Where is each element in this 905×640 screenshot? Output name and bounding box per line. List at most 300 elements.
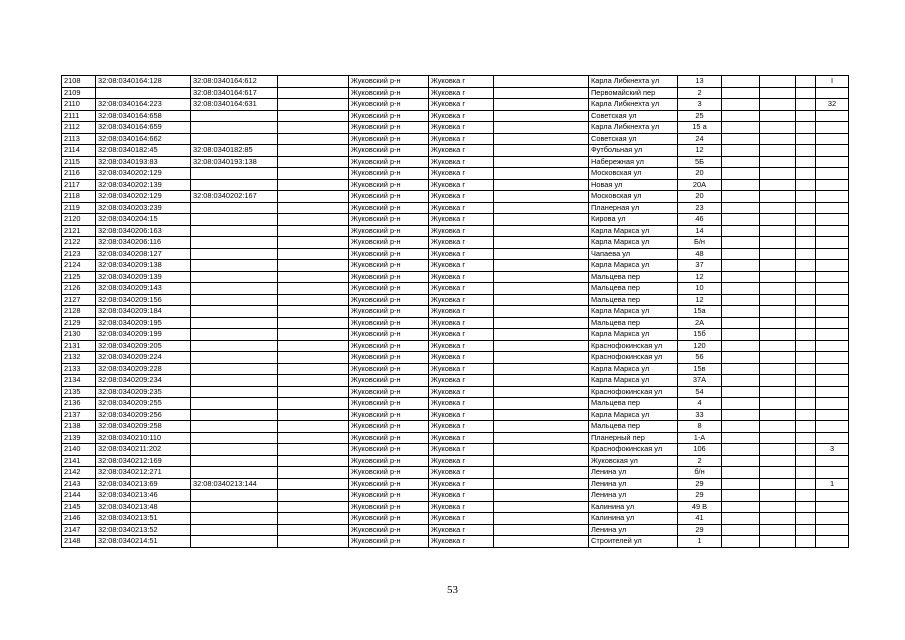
cell-district: Жуковский р-н	[349, 352, 429, 364]
cell-empty-col-4	[278, 214, 349, 226]
cell-empty-col-10	[722, 375, 760, 387]
cell-empty-col-12	[796, 501, 816, 513]
cell-note-value	[816, 179, 849, 191]
cell-empty-col-12	[796, 156, 816, 168]
cell-row-number: 2120	[62, 214, 96, 226]
cell-street: Краснофокинская ул	[589, 386, 678, 398]
cell-parent-cadastral-number: 32:08:0340164:612	[191, 76, 278, 88]
cell-empty-col-4	[278, 202, 349, 214]
cell-row-number: 2148	[62, 536, 96, 548]
cell-house-number: 5Б	[678, 156, 722, 168]
cell-note-value: I	[816, 76, 849, 88]
cell-cadastral-number: 32:08:0340209:138	[96, 260, 191, 272]
cell-locality: Жуковка г	[429, 467, 494, 479]
cell-street: Ленина ул	[589, 490, 678, 502]
cell-house-number: 15в	[678, 363, 722, 375]
cell-house-number: 1	[678, 536, 722, 548]
cell-house-number: 1-А	[678, 432, 722, 444]
cell-empty-col-10	[722, 260, 760, 272]
cell-cadastral-number: 32:08:0340208:127	[96, 248, 191, 260]
cell-empty-col-10	[722, 317, 760, 329]
cell-parent-cadastral-number: 32:08:0340182:85	[191, 145, 278, 157]
cell-empty-col-4	[278, 225, 349, 237]
cell-empty-col-10	[722, 87, 760, 99]
cell-district: Жуковский р-н	[349, 409, 429, 421]
cell-cadastral-number: 32:08:0340213:52	[96, 524, 191, 536]
cell-row-number: 2126	[62, 283, 96, 295]
cell-empty-col-7	[494, 329, 589, 341]
cell-district: Жуковский р-н	[349, 168, 429, 180]
cell-district: Жуковский р-н	[349, 76, 429, 88]
cell-locality: Жуковка г	[429, 421, 494, 433]
cell-locality: Жуковка г	[429, 329, 494, 341]
table-row	[62, 248, 849, 260]
cell-cadastral-number: 32:08:0340164:662	[96, 133, 191, 145]
cell-note-value	[816, 214, 849, 226]
cell-cadastral-number: 32:08:0340164:223	[96, 99, 191, 111]
cell-house-number: 15а	[678, 306, 722, 318]
cell-locality: Жуковка г	[429, 214, 494, 226]
cell-row-number: 2142	[62, 467, 96, 479]
cell-street: Ленина ул	[589, 467, 678, 479]
cell-parent-cadastral-number	[191, 363, 278, 375]
cell-parent-cadastral-number	[191, 444, 278, 456]
cell-empty-col-11	[760, 432, 796, 444]
cell-street: Карла Маркса ул	[589, 363, 678, 375]
cell-locality: Жуковка г	[429, 317, 494, 329]
cell-parent-cadastral-number	[191, 329, 278, 341]
cell-house-number: 12	[678, 271, 722, 283]
cell-empty-col-12	[796, 87, 816, 99]
cell-cadastral-number: 32:08:0340212:271	[96, 467, 191, 479]
table-row	[62, 294, 849, 306]
table-row	[62, 501, 849, 513]
cell-street: Карла Маркса ул	[589, 329, 678, 341]
cell-cadastral-number: 32:08:0340203:239	[96, 202, 191, 214]
cell-empty-col-12	[796, 363, 816, 375]
cell-empty-col-10	[722, 237, 760, 249]
cell-locality: Жуковка г	[429, 478, 494, 490]
cell-empty-col-4	[278, 283, 349, 295]
cell-cadastral-number: 32:08:0340164:658	[96, 110, 191, 122]
cell-house-number: 41	[678, 513, 722, 525]
cell-empty-col-7	[494, 490, 589, 502]
cell-district: Жуковский р-н	[349, 306, 429, 318]
cell-note-value	[816, 294, 849, 306]
cell-house-number: 46	[678, 214, 722, 226]
cell-note-value	[816, 363, 849, 375]
cell-empty-col-12	[796, 260, 816, 272]
cell-locality: Жуковка г	[429, 352, 494, 364]
cell-note-value	[816, 260, 849, 272]
cell-empty-col-10	[722, 352, 760, 364]
cell-empty-col-12	[796, 248, 816, 260]
table-row	[62, 76, 849, 88]
cell-empty-col-12	[796, 271, 816, 283]
cell-empty-col-11	[760, 225, 796, 237]
cell-empty-col-7	[494, 375, 589, 387]
cell-parent-cadastral-number: 32:08:0340164:631	[191, 99, 278, 111]
cell-parent-cadastral-number	[191, 237, 278, 249]
cell-district: Жуковский р-н	[349, 179, 429, 191]
cell-row-number: 2128	[62, 306, 96, 318]
table-row	[62, 156, 849, 168]
table-row	[62, 317, 849, 329]
cell-empty-col-4	[278, 363, 349, 375]
cell-empty-col-12	[796, 352, 816, 364]
cell-empty-col-11	[760, 386, 796, 398]
cell-empty-col-7	[494, 455, 589, 467]
cell-district: Жуковский р-н	[349, 478, 429, 490]
cell-row-number: 2124	[62, 260, 96, 272]
cell-district: Жуковский р-н	[349, 467, 429, 479]
table-row	[62, 398, 849, 410]
cell-locality: Жуковка г	[429, 294, 494, 306]
cell-locality: Жуковка г	[429, 156, 494, 168]
table-row	[62, 467, 849, 479]
cell-parent-cadastral-number	[191, 340, 278, 352]
cell-house-number: 20А	[678, 179, 722, 191]
cell-empty-col-11	[760, 248, 796, 260]
cell-parent-cadastral-number	[191, 352, 278, 364]
cell-locality: Жуковка г	[429, 501, 494, 513]
cell-empty-col-7	[494, 76, 589, 88]
cell-empty-col-10	[722, 168, 760, 180]
cell-locality: Жуковка г	[429, 202, 494, 214]
cell-empty-col-11	[760, 133, 796, 145]
cell-street: Калинина ул	[589, 501, 678, 513]
cell-street: Советская ул	[589, 110, 678, 122]
cell-street: Ленина ул	[589, 478, 678, 490]
cell-street: Мальцева пер	[589, 421, 678, 433]
cell-note-value	[816, 340, 849, 352]
cell-row-number: 2125	[62, 271, 96, 283]
cell-note-value	[816, 122, 849, 134]
cell-empty-col-4	[278, 444, 349, 456]
cell-empty-col-7	[494, 467, 589, 479]
cell-parent-cadastral-number	[191, 168, 278, 180]
cell-empty-col-4	[278, 306, 349, 318]
cell-empty-col-7	[494, 202, 589, 214]
cell-empty-col-11	[760, 156, 796, 168]
cell-row-number: 2132	[62, 352, 96, 364]
cell-empty-col-11	[760, 191, 796, 203]
cell-note-value	[816, 317, 849, 329]
cell-house-number: 56	[678, 352, 722, 364]
cell-empty-col-7	[494, 156, 589, 168]
cell-district: Жуковский р-н	[349, 421, 429, 433]
cell-house-number: 10	[678, 283, 722, 295]
cell-street: Карла Либкнехта ул	[589, 122, 678, 134]
cell-empty-col-10	[722, 386, 760, 398]
cell-parent-cadastral-number	[191, 202, 278, 214]
cell-district: Жуковский р-н	[349, 317, 429, 329]
cell-cadastral-number: 32:08:0340164:128	[96, 76, 191, 88]
cell-empty-col-10	[722, 536, 760, 548]
cell-street: Новая ул	[589, 179, 678, 191]
cell-empty-col-10	[722, 421, 760, 433]
cell-row-number: 2129	[62, 317, 96, 329]
cell-empty-col-10	[722, 467, 760, 479]
cell-empty-col-7	[494, 99, 589, 111]
cell-house-number: 13	[678, 76, 722, 88]
cell-locality: Жуковка г	[429, 133, 494, 145]
cell-empty-col-7	[494, 214, 589, 226]
cell-parent-cadastral-number	[191, 455, 278, 467]
cell-empty-col-4	[278, 168, 349, 180]
table-row	[62, 409, 849, 421]
cell-empty-col-11	[760, 145, 796, 157]
cell-empty-col-4	[278, 179, 349, 191]
table-row	[62, 432, 849, 444]
cell-empty-col-11	[760, 467, 796, 479]
cell-empty-col-11	[760, 260, 796, 272]
cell-empty-col-7	[494, 179, 589, 191]
cell-locality: Жуковка г	[429, 432, 494, 444]
cell-house-number: 120	[678, 340, 722, 352]
cell-empty-col-11	[760, 122, 796, 134]
table-row	[62, 478, 849, 490]
cell-empty-col-4	[278, 260, 349, 272]
cell-locality: Жуковка г	[429, 386, 494, 398]
cell-district: Жуковский р-н	[349, 271, 429, 283]
cell-street: Карла Маркса ул	[589, 237, 678, 249]
cell-cadastral-number: 32:08:0340209:184	[96, 306, 191, 318]
cell-row-number: 2130	[62, 329, 96, 341]
cell-empty-col-11	[760, 501, 796, 513]
cell-district: Жуковский р-н	[349, 432, 429, 444]
cell-empty-col-11	[760, 214, 796, 226]
cell-row-number: 2116	[62, 168, 96, 180]
cell-note-value	[816, 306, 849, 318]
cell-empty-col-10	[722, 363, 760, 375]
cell-empty-col-12	[796, 455, 816, 467]
cell-house-number: 24	[678, 133, 722, 145]
cell-empty-col-10	[722, 294, 760, 306]
cell-empty-col-10	[722, 122, 760, 134]
cell-row-number: 2139	[62, 432, 96, 444]
cell-note-value	[816, 133, 849, 145]
cell-note-value	[816, 248, 849, 260]
cell-empty-col-10	[722, 409, 760, 421]
cell-house-number: 2А	[678, 317, 722, 329]
cell-empty-col-11	[760, 168, 796, 180]
cell-note-value	[816, 524, 849, 536]
cell-empty-col-12	[796, 375, 816, 387]
cell-note-value	[816, 432, 849, 444]
cell-empty-col-12	[796, 133, 816, 145]
cell-note-value	[816, 398, 849, 410]
cell-empty-col-11	[760, 306, 796, 318]
cell-cadastral-number: 32:08:0340204:15	[96, 214, 191, 226]
cell-district: Жуковский р-н	[349, 536, 429, 548]
cell-street: Чапаева ул	[589, 248, 678, 260]
cell-empty-col-11	[760, 271, 796, 283]
cell-empty-col-7	[494, 352, 589, 364]
cell-street: Мальцева пер	[589, 317, 678, 329]
cell-row-number: 2111	[62, 110, 96, 122]
cell-empty-col-10	[722, 248, 760, 260]
cell-locality: Жуковка г	[429, 271, 494, 283]
cell-row-number: 2134	[62, 375, 96, 387]
cell-cadastral-number: 32:08:0340193:83	[96, 156, 191, 168]
cell-empty-col-7	[494, 283, 589, 295]
cell-empty-col-10	[722, 225, 760, 237]
cell-empty-col-12	[796, 398, 816, 410]
cell-empty-col-4	[278, 524, 349, 536]
table-row	[62, 455, 849, 467]
cell-empty-col-4	[278, 409, 349, 421]
cell-parent-cadastral-number	[191, 133, 278, 145]
cell-empty-col-10	[722, 432, 760, 444]
table-row	[62, 536, 849, 548]
cell-empty-col-4	[278, 340, 349, 352]
cell-empty-col-4	[278, 386, 349, 398]
cell-cadastral-number: 32:08:0340209:139	[96, 271, 191, 283]
cell-note-value	[816, 156, 849, 168]
cell-empty-col-11	[760, 317, 796, 329]
cell-locality: Жуковка г	[429, 237, 494, 249]
cell-empty-col-12	[796, 432, 816, 444]
cell-empty-col-7	[494, 363, 589, 375]
cell-cadastral-number: 32:08:0340211:202	[96, 444, 191, 456]
cell-empty-col-7	[494, 421, 589, 433]
cell-empty-col-10	[722, 444, 760, 456]
cell-street: Калинина ул	[589, 513, 678, 525]
cell-locality: Жуковка г	[429, 179, 494, 191]
cell-street: Планерный пер	[589, 432, 678, 444]
cell-district: Жуковский р-н	[349, 248, 429, 260]
cell-parent-cadastral-number	[191, 409, 278, 421]
table-row	[62, 444, 849, 456]
cell-parent-cadastral-number	[191, 432, 278, 444]
cell-cadastral-number: 32:08:0340164:659	[96, 122, 191, 134]
cell-row-number: 2135	[62, 386, 96, 398]
cell-empty-col-11	[760, 513, 796, 525]
cell-locality: Жуковка г	[429, 99, 494, 111]
cell-empty-col-11	[760, 409, 796, 421]
cell-street: Мальцева пер	[589, 294, 678, 306]
cell-cadastral-number: 32:08:0340209:143	[96, 283, 191, 295]
cell-empty-col-12	[796, 513, 816, 525]
cell-empty-col-11	[760, 179, 796, 191]
cell-empty-col-11	[760, 110, 796, 122]
cell-house-number: б/н	[678, 467, 722, 479]
cell-street: Карла Маркса ул	[589, 225, 678, 237]
cell-cadastral-number: 32:08:0340209:234	[96, 375, 191, 387]
cell-empty-col-10	[722, 306, 760, 318]
cell-cadastral-number: 32:08:0340209:199	[96, 329, 191, 341]
cell-house-number: 14	[678, 225, 722, 237]
cell-locality: Жуковка г	[429, 76, 494, 88]
cell-locality: Жуковка г	[429, 225, 494, 237]
cell-street: Мальцева пер	[589, 271, 678, 283]
cell-locality: Жуковка г	[429, 260, 494, 272]
cell-empty-col-7	[494, 444, 589, 456]
cell-empty-col-11	[760, 398, 796, 410]
cell-district: Жуковский р-н	[349, 513, 429, 525]
cell-note-value	[816, 191, 849, 203]
cell-district: Жуковский р-н	[349, 225, 429, 237]
table-row	[62, 283, 849, 295]
cell-empty-col-10	[722, 398, 760, 410]
cell-empty-col-7	[494, 478, 589, 490]
cell-note-value	[816, 202, 849, 214]
cell-empty-col-12	[796, 490, 816, 502]
cell-empty-col-10	[722, 524, 760, 536]
cell-parent-cadastral-number	[191, 306, 278, 318]
cell-empty-col-10	[722, 478, 760, 490]
cell-note-value: 1	[816, 478, 849, 490]
cell-street: Советская ул	[589, 133, 678, 145]
cell-cadastral-number: 32:08:0340210:110	[96, 432, 191, 444]
cell-empty-col-12	[796, 421, 816, 433]
cell-empty-col-12	[796, 191, 816, 203]
cell-empty-col-10	[722, 99, 760, 111]
cell-parent-cadastral-number	[191, 421, 278, 433]
cell-empty-col-10	[722, 133, 760, 145]
cell-house-number: 20	[678, 191, 722, 203]
cell-empty-col-7	[494, 237, 589, 249]
cell-empty-col-12	[796, 283, 816, 295]
cell-empty-col-7	[494, 133, 589, 145]
cell-note-value	[816, 409, 849, 421]
cell-empty-col-4	[278, 375, 349, 387]
cell-empty-col-12	[796, 168, 816, 180]
cell-empty-col-12	[796, 99, 816, 111]
cell-house-number: 20	[678, 168, 722, 180]
cell-street: Кирова ул	[589, 214, 678, 226]
cell-street: Краснофокинская ул	[589, 444, 678, 456]
table-row	[62, 513, 849, 525]
cell-empty-col-12	[796, 202, 816, 214]
cell-district: Жуковский р-н	[349, 329, 429, 341]
cell-parent-cadastral-number	[191, 271, 278, 283]
cell-empty-col-12	[796, 329, 816, 341]
cell-house-number: 4	[678, 398, 722, 410]
cell-note-value	[816, 455, 849, 467]
cell-street: Карла Маркса ул	[589, 260, 678, 272]
cell-street: Карла Маркса ул	[589, 306, 678, 318]
cell-row-number: 2133	[62, 363, 96, 375]
cell-empty-col-12	[796, 122, 816, 134]
cell-cadastral-number: 32:08:0340209:156	[96, 294, 191, 306]
cell-empty-col-10	[722, 110, 760, 122]
cell-street: Карла Маркса ул	[589, 375, 678, 387]
cell-empty-col-12	[796, 386, 816, 398]
cell-empty-col-11	[760, 237, 796, 249]
cell-cadastral-number: 32:08:0340213:51	[96, 513, 191, 525]
cell-district: Жуковский р-н	[349, 191, 429, 203]
cell-empty-col-4	[278, 99, 349, 111]
cell-street: Мальцева пер	[589, 398, 678, 410]
cell-parent-cadastral-number: 32:08:0340193:138	[191, 156, 278, 168]
cell-row-number: 2146	[62, 513, 96, 525]
cell-empty-col-11	[760, 444, 796, 456]
cell-empty-col-4	[278, 122, 349, 134]
cell-empty-col-11	[760, 455, 796, 467]
cell-note-value	[816, 501, 849, 513]
table-row	[62, 271, 849, 283]
cell-empty-col-12	[796, 444, 816, 456]
cell-note-value	[816, 237, 849, 249]
cell-cadastral-number: 32:08:0340209:235	[96, 386, 191, 398]
cell-empty-col-12	[796, 145, 816, 157]
cell-locality: Жуковка г	[429, 455, 494, 467]
cell-note-value	[816, 87, 849, 99]
cell-empty-col-7	[494, 409, 589, 421]
cell-house-number: Б/н	[678, 237, 722, 249]
